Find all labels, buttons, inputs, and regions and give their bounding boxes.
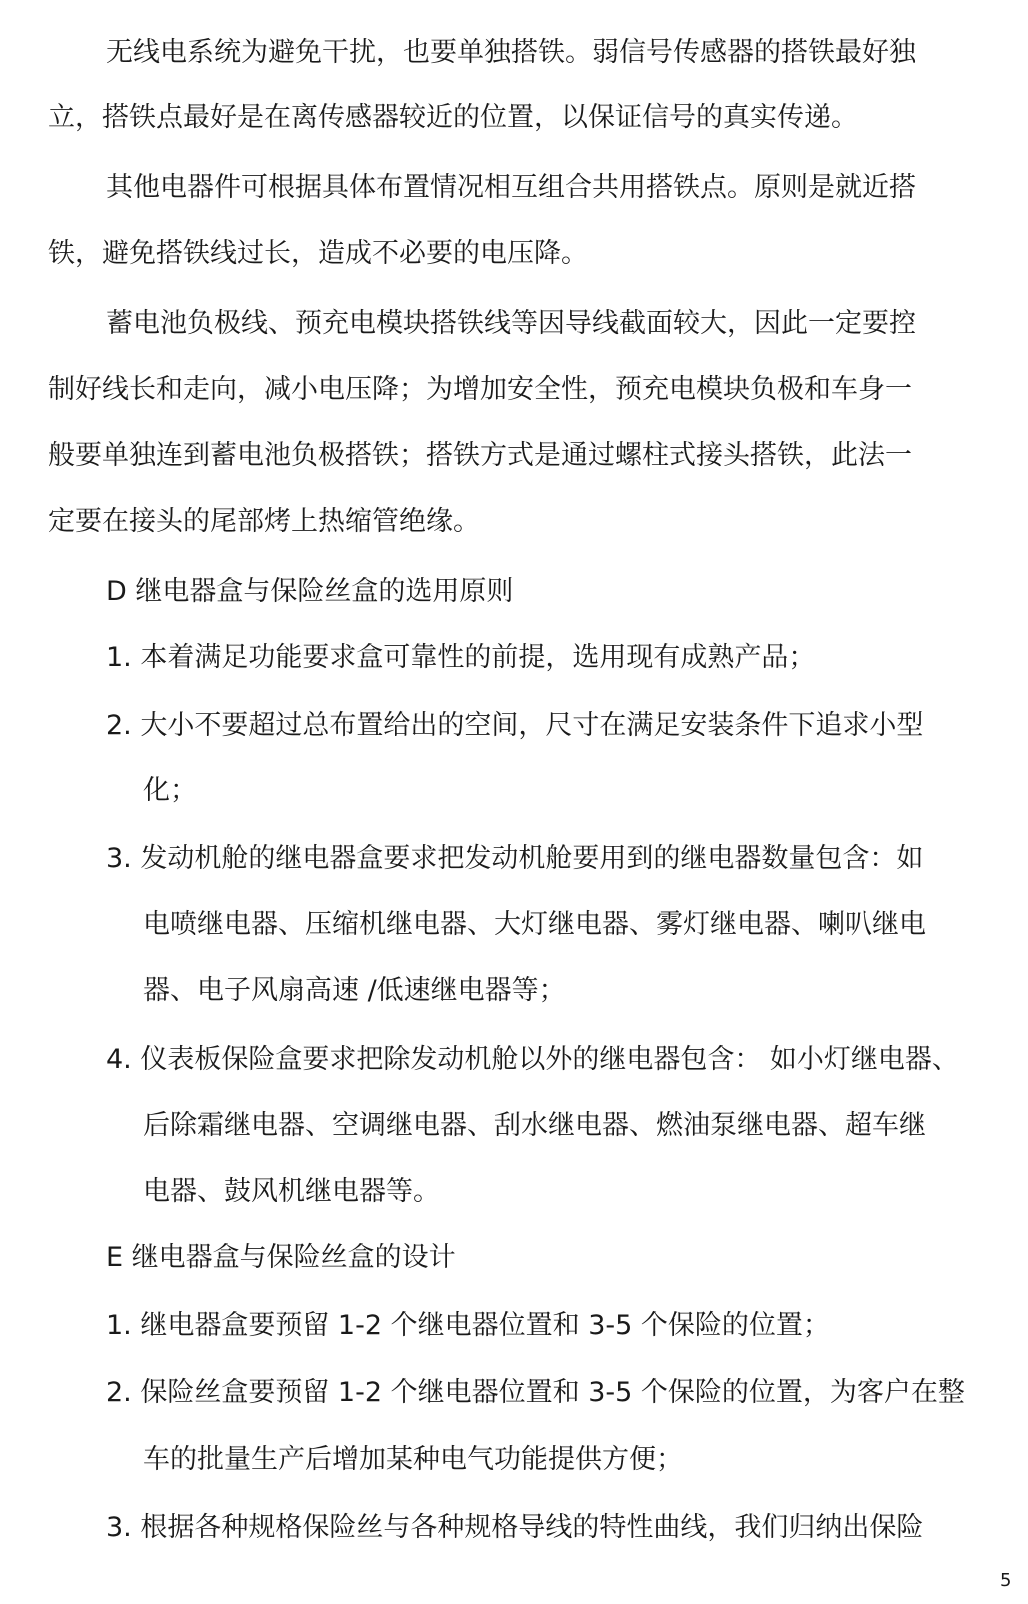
list-item-continuation: 电器、鼓风机继电器等。: [143, 1176, 440, 1207]
page-number: 5: [1000, 1570, 1012, 1591]
section-heading-e: E 继电器盒与保险丝盒的设计: [106, 1242, 456, 1273]
list-item: 2. 保险丝盒要预留 1-2 个继电器位置和 3-5 个保险的位置，为客户在整: [106, 1377, 965, 1408]
section-heading-d: D 继电器盒与保险丝盒的选用原则: [106, 576, 514, 607]
text-line: 立，搭铁点最好是在离传感器较近的位置，以保证信号的真实传递。: [48, 102, 858, 133]
text-line: 定要在接头的尾部烤上热缩管绝缘。: [48, 506, 480, 537]
list-item: 3. 发动机舱的继电器盒要求把发动机舱要用到的继电器数量包含：如: [106, 843, 924, 874]
list-item-continuation: 器、电子风扇高速 /低速继电器等；: [143, 975, 566, 1006]
text-line: 铁，避免搭铁线过长，造成不必要的电压降。: [48, 238, 588, 269]
text-line: 制好线长和走向，减小电压降；为增加安全性，预充电模块负极和车身一: [48, 374, 912, 405]
list-item: 3. 根据各种规格保险丝与各种规格导线的特性曲线，我们归纳出保险: [106, 1512, 924, 1543]
list-item: 1. 本着满足功能要求盒可靠性的前提，选用现有成熟产品；: [106, 642, 816, 673]
text-line: 般要单独连到蓄电池负极搭铁；搭铁方式是通过螺柱式接头搭铁，此法一: [48, 440, 912, 471]
list-item-continuation: 车的批量生产后增加某种电气功能提供方便；: [143, 1444, 683, 1475]
list-item: 4. 仪表板保险盒要求把除发动机舱以外的继电器包含： 如小灯继电器、: [106, 1044, 959, 1075]
text-line: 其他电器件可根据具体布置情况相互组合共用搭铁点。原则是就近搭: [106, 172, 916, 203]
list-item-continuation: 化；: [143, 775, 197, 806]
text-line: 蓄电池负极线、预充电模块搭铁线等因导线截面较大，因此一定要控: [106, 308, 916, 339]
list-item: 2. 大小不要超过总布置给出的空间，尺寸在满足安装条件下追求小型: [106, 710, 924, 741]
list-item-continuation: 后除霜继电器、空调继电器、刮水继电器、燃油泵继电器、超车继: [143, 1110, 926, 1141]
list-item-continuation: 电喷继电器、压缩机继电器、大灯继电器、雾灯继电器、喇叭继电: [143, 909, 926, 940]
list-item: 1. 继电器盒要预留 1-2 个继电器位置和 3-5 个保险的位置；: [106, 1310, 830, 1341]
text-line: 无线电系统为避免干扰，也要单独搭铁。弱信号传感器的搭铁最好独: [106, 37, 916, 68]
